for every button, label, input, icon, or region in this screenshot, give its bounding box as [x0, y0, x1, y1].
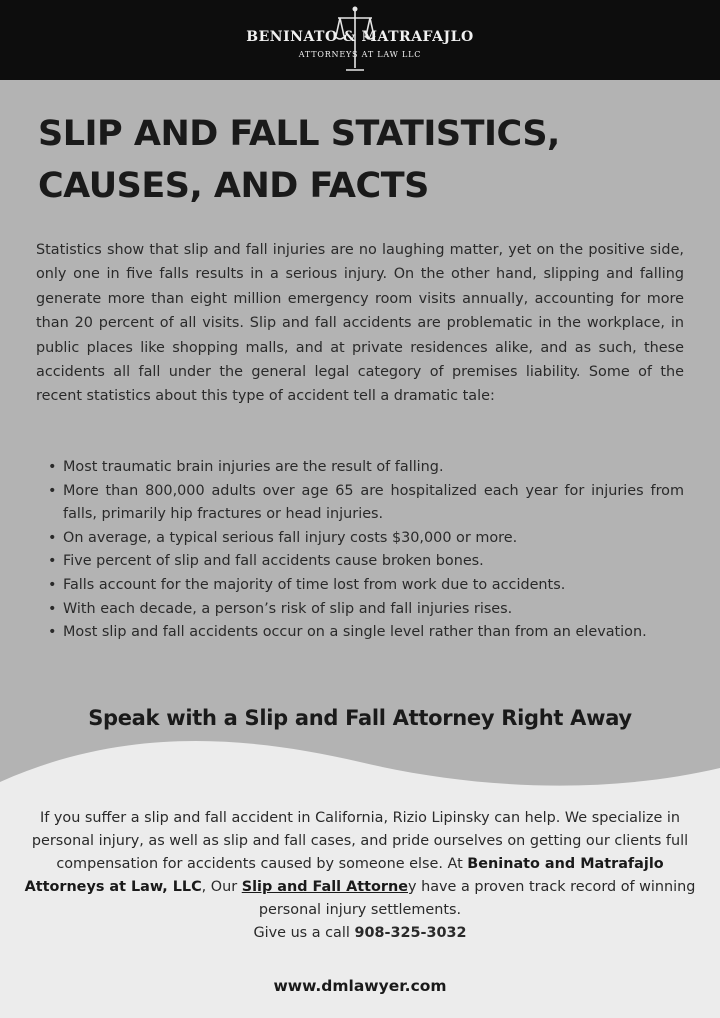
bullet-icon: •: [48, 459, 57, 475]
bullet-icon: •: [48, 553, 57, 570]
phone-number[interactable]: 908-325-3032: [354, 925, 467, 941]
bullet-icon: •: [48, 482, 57, 499]
section-heading: Speak with a Slip and Fall Attorney Right Away: [88, 706, 632, 730]
list-item: • With each decade, a person’s risk of slip and fall injuries rises.: [48, 598, 684, 622]
list-item: • More than 800,000 adults over age 65 are hospitalized each year for injuries from falls, primarily hip fractures or head injuries.: [48, 480, 684, 527]
bullet-icon: •: [48, 576, 57, 593]
bullet-icon: •: [48, 600, 57, 617]
attorney-link[interactable]: Slip and Fall Attorne: [241, 879, 408, 895]
call-line: Give us a call 908-325-3032: [253, 925, 467, 941]
list-item: • Most slip and fall accidents occur on a single level rather than from an elevation.: [48, 621, 684, 645]
page-title: [38, 108, 688, 212]
firm-name-bold: Beninato and Matrafajlo Attorneys at Law, LLC: [24, 856, 664, 895]
title-line-2: CAUSES, AND FACTS: [38, 166, 429, 206]
title-line-1: SLIP AND FALL STATISTICS,: [38, 114, 560, 154]
firm-name: BENINATO & MATRAFAJLO: [246, 29, 474, 45]
firm-subtitle: ATTORNEYS AT LAW LLC: [298, 50, 422, 59]
list-item: • Five percent of slip and fall accidents cause broken bones.: [48, 550, 684, 574]
list-item: • Most traumatic brain injuries are the result of falling.: [48, 456, 684, 480]
intro-paragraph: Statistics show that slip and fall injuries are no laughing matter, yet on the positive side, only one in five falls results in a serious injury. On the other hand, slipping and falling generate more than eight million emergency room visits annually, accounting for more than 20 percent of all visits. Slip and fall accidents are problematic in the workplace, in public places like shopping malls, and at private residences alike, and as such, these accidents all fall under the general legal category of premises liability. Some of the recent statistics about this type of accident tell a dramatic tale:: [36, 242, 684, 405]
header-bar: [0, 0, 720, 80]
contact-paragraph: If you suffer a slip and fall accident in California, Rizio Lipinsky can help. We specialize in personal injury, as well as slip and fall cases, and pride ourselves on getting our clients full compensation for accidents caused by someone else. At Beninato and Matrafajlo Attorneys at Law, LLC, Our Slip and Fall Attorney have a proven track record of winning personal injury settlements.: [24, 810, 696, 918]
bullet-icon: •: [48, 624, 57, 641]
list-item: • Falls account for the majority of time lost from work due to accidents.: [48, 574, 684, 598]
statistics-list: [48, 456, 684, 645]
bullet-icon: •: [48, 529, 57, 546]
website-link[interactable]: www.dmlawyer.com: [273, 977, 447, 995]
list-item: • On average, a typical serious fall injury costs $30,000 or more.: [48, 527, 684, 551]
